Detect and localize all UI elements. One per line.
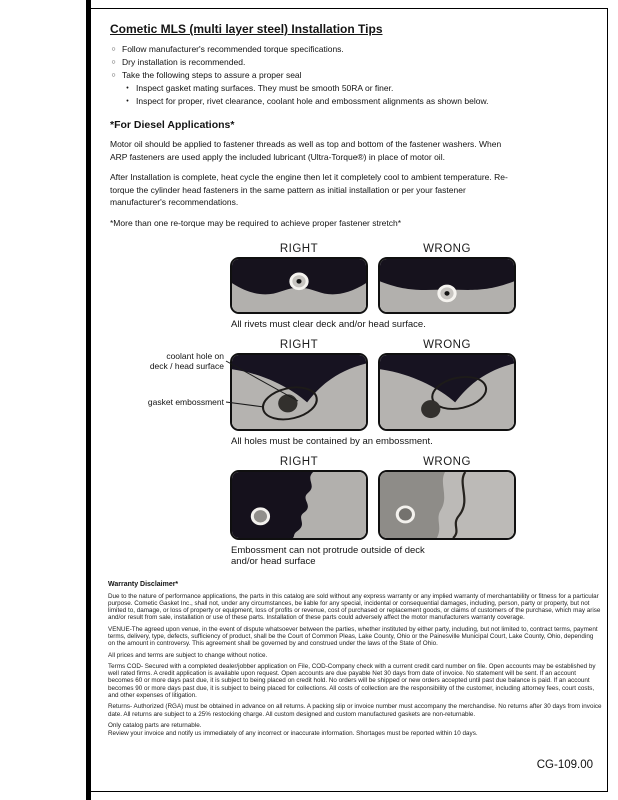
- tip-item: [110, 43, 604, 56]
- holes-right-figure: [232, 355, 366, 429]
- tip-sub-item: [124, 95, 604, 108]
- tip-text: Follow manufacturer's recommended torque specifications.: [122, 44, 344, 54]
- warranty-paragraph: Only catalog parts are returnable.: [108, 721, 202, 729]
- right-label: RIGHT: [279, 455, 319, 468]
- tip-text: Inspect for proper, rivet clearance, coolant hole and embossment alignments as shown below.: [136, 96, 489, 106]
- warranty-paragraph: Terms COD- Secured with a completed dealer/jobber application on File, COD-Company check with a current credit card number on file. Open accounts may be established by well rated firms. A credit application is available upon request. Open accounts are due payable Net 30 days from date of invoice. No statement will be sent. If an account becomes 60 or more days past due, it is subject to being placed on credit hold. No orders will be shipped or new orders accepted until past due balance is paid. If an account becomes 90 or more days past due, it is subject to being placed for collections. All costs of collection are the responsibility of the customer, including attorney fees, court costs, and other expenses of litigation.: [108, 662, 596, 700]
- embossment-wrong-figure: [380, 472, 514, 538]
- rivets-right-figure: [232, 259, 366, 312]
- rivets-headers: [230, 243, 516, 255]
- holes-panels: [230, 353, 516, 431]
- bullet-open-icon: ○: [111, 46, 116, 53]
- tip-item: [110, 56, 604, 69]
- bullet-filled-icon: •: [126, 98, 129, 105]
- coolant-hole-icon: [421, 400, 440, 418]
- bullet-open-icon: ○: [111, 59, 116, 66]
- bullet-filled-icon: •: [126, 85, 129, 92]
- rivets-caption: All rivets must clear deck and/or head surface.: [231, 318, 426, 330]
- tip-text: Inspect gasket mating surfaces. They must be smooth 50RA or finer.: [136, 83, 394, 93]
- rivets-wrong-figure: [380, 259, 514, 312]
- holes-headers: [230, 339, 516, 351]
- bullet-open-icon: ○: [111, 72, 116, 79]
- warranty-heading: Warranty Disclaimer*: [108, 580, 179, 588]
- diagram-rivets-wrong: [378, 257, 516, 314]
- warranty-paragraph: Review your invoice and notify us immediately of any incorrect or inaccurate information. Shortages must be reported within 10 days.: [108, 730, 478, 738]
- diesel-applications-heading: *For Diesel Applications*: [110, 119, 235, 131]
- warranty-paragraph: Returns- Authorized (RGA) must be obtained in advance on all returns. A packing slip or invoice number must accompany the merchandise. No returns after 30 days from invoice date. All returns are subject to a 25% restocking charge. All custom designed and custom manufactured gaskets are non-returnable.: [108, 703, 602, 718]
- diesel-paragraph-1: Motor oil should be applied to fastener threads as well as top and bottom of the fastener washers. When ARP fasteners are used apply the included lubricant (Ultra-Torque®) in place of motor oil.: [110, 139, 502, 162]
- warranty-section: [108, 581, 602, 738]
- tips-list: [106, 43, 604, 108]
- page-content: [106, 22, 604, 742]
- gasket-embossment-label: gasket embossment: [147, 396, 224, 407]
- tip-sub-item: [124, 82, 604, 95]
- right-label: RIGHT: [279, 338, 319, 351]
- embossment-headers: [230, 456, 516, 468]
- diagram-section: [147, 242, 516, 567]
- embossment-right-figure: [232, 472, 366, 538]
- diagram-rivets-right: [230, 257, 368, 314]
- diagram-row-embossment: [230, 456, 516, 567]
- wrong-label: WRONG: [423, 338, 471, 351]
- embossment-caption: Embossment can not protrude outside of deck and/or head surface: [231, 544, 425, 567]
- diagram-embossment-right: [230, 470, 368, 540]
- diagram-row-rivets: [230, 243, 516, 330]
- warranty-paragraph: Due to the nature of performance applications, the parts in this catalog are sold without any express warranty or any implied warranty of merchantability or fitness for a particular purpose. Cometic Gasket Inc., shall not, under any circumstances, be liable for any special, incidental or consequential damages, including, person, party or property, but not limited to, damage, or loss of property or equipment, loss of profits or revenue, cost of purchased or replacement goods, or claims of customers of the purchase, which may arise and/or result from sale, installation or use of these parts. Installation of these parts could adversely affect the motor manufacturers warranty coverage.: [108, 592, 601, 622]
- diagram-row-holes: [147, 338, 516, 447]
- retorque-note: *More than one re-torque may be required to achieve proper fastener stretch*: [110, 217, 402, 228]
- rivets-panels: [230, 257, 516, 314]
- warranty-paragraph: All prices and terms are subject to change without notice.: [108, 651, 268, 659]
- diagram-holes-wrong: [378, 353, 516, 431]
- warranty-paragraph: VENUE-The agreed upon venue, in the event of dispute whatsoever between the parties, whether instituted by either party, including, but not limited to, contract terms, payment terms, delivery, type, defects, sufficiency of product, shall be the Court of Common Pleas, Lake County, Ohio or the Painesville Municipal Court, Lake County, Ohio, depending on the amount in controversy. This agreement shall be governed by and construed under the laws of the State of Ohio.: [108, 625, 598, 648]
- wrong-label: WRONG: [423, 455, 471, 468]
- diagram-holes-right: [230, 353, 368, 431]
- holes-wrong-figure: [380, 355, 514, 429]
- right-label: RIGHT: [279, 242, 319, 255]
- coolant-hole-label: coolant hole on deck / head surface: [149, 350, 224, 371]
- bolt-hole-icon: [252, 508, 268, 523]
- tip-text: Take the following steps to assure a proper seal: [122, 70, 302, 80]
- embossment-panels: [230, 470, 516, 540]
- diesel-paragraph-2: After Installation is complete, heat cycle the engine then let it completely cool to ambient temperature. Re-torque the cylinder head fasteners in the same pattern as initial installation or per your fastener manufacturer's recommendations.: [110, 172, 508, 207]
- tip-item: [110, 69, 604, 82]
- wrong-label: WRONG: [423, 242, 471, 255]
- page-title: Cometic MLS (multi layer steel) Installation Tips: [110, 22, 383, 36]
- bolt-hole-icon: [397, 506, 413, 521]
- diagram-embossment-wrong: [378, 470, 516, 540]
- tip-text: Dry installation is recommended.: [122, 57, 246, 67]
- coolant-hole-icon: [278, 394, 297, 412]
- holes-caption: All holes must be contained by an embossment.: [231, 435, 433, 447]
- page-number: CG-109.00: [536, 759, 593, 771]
